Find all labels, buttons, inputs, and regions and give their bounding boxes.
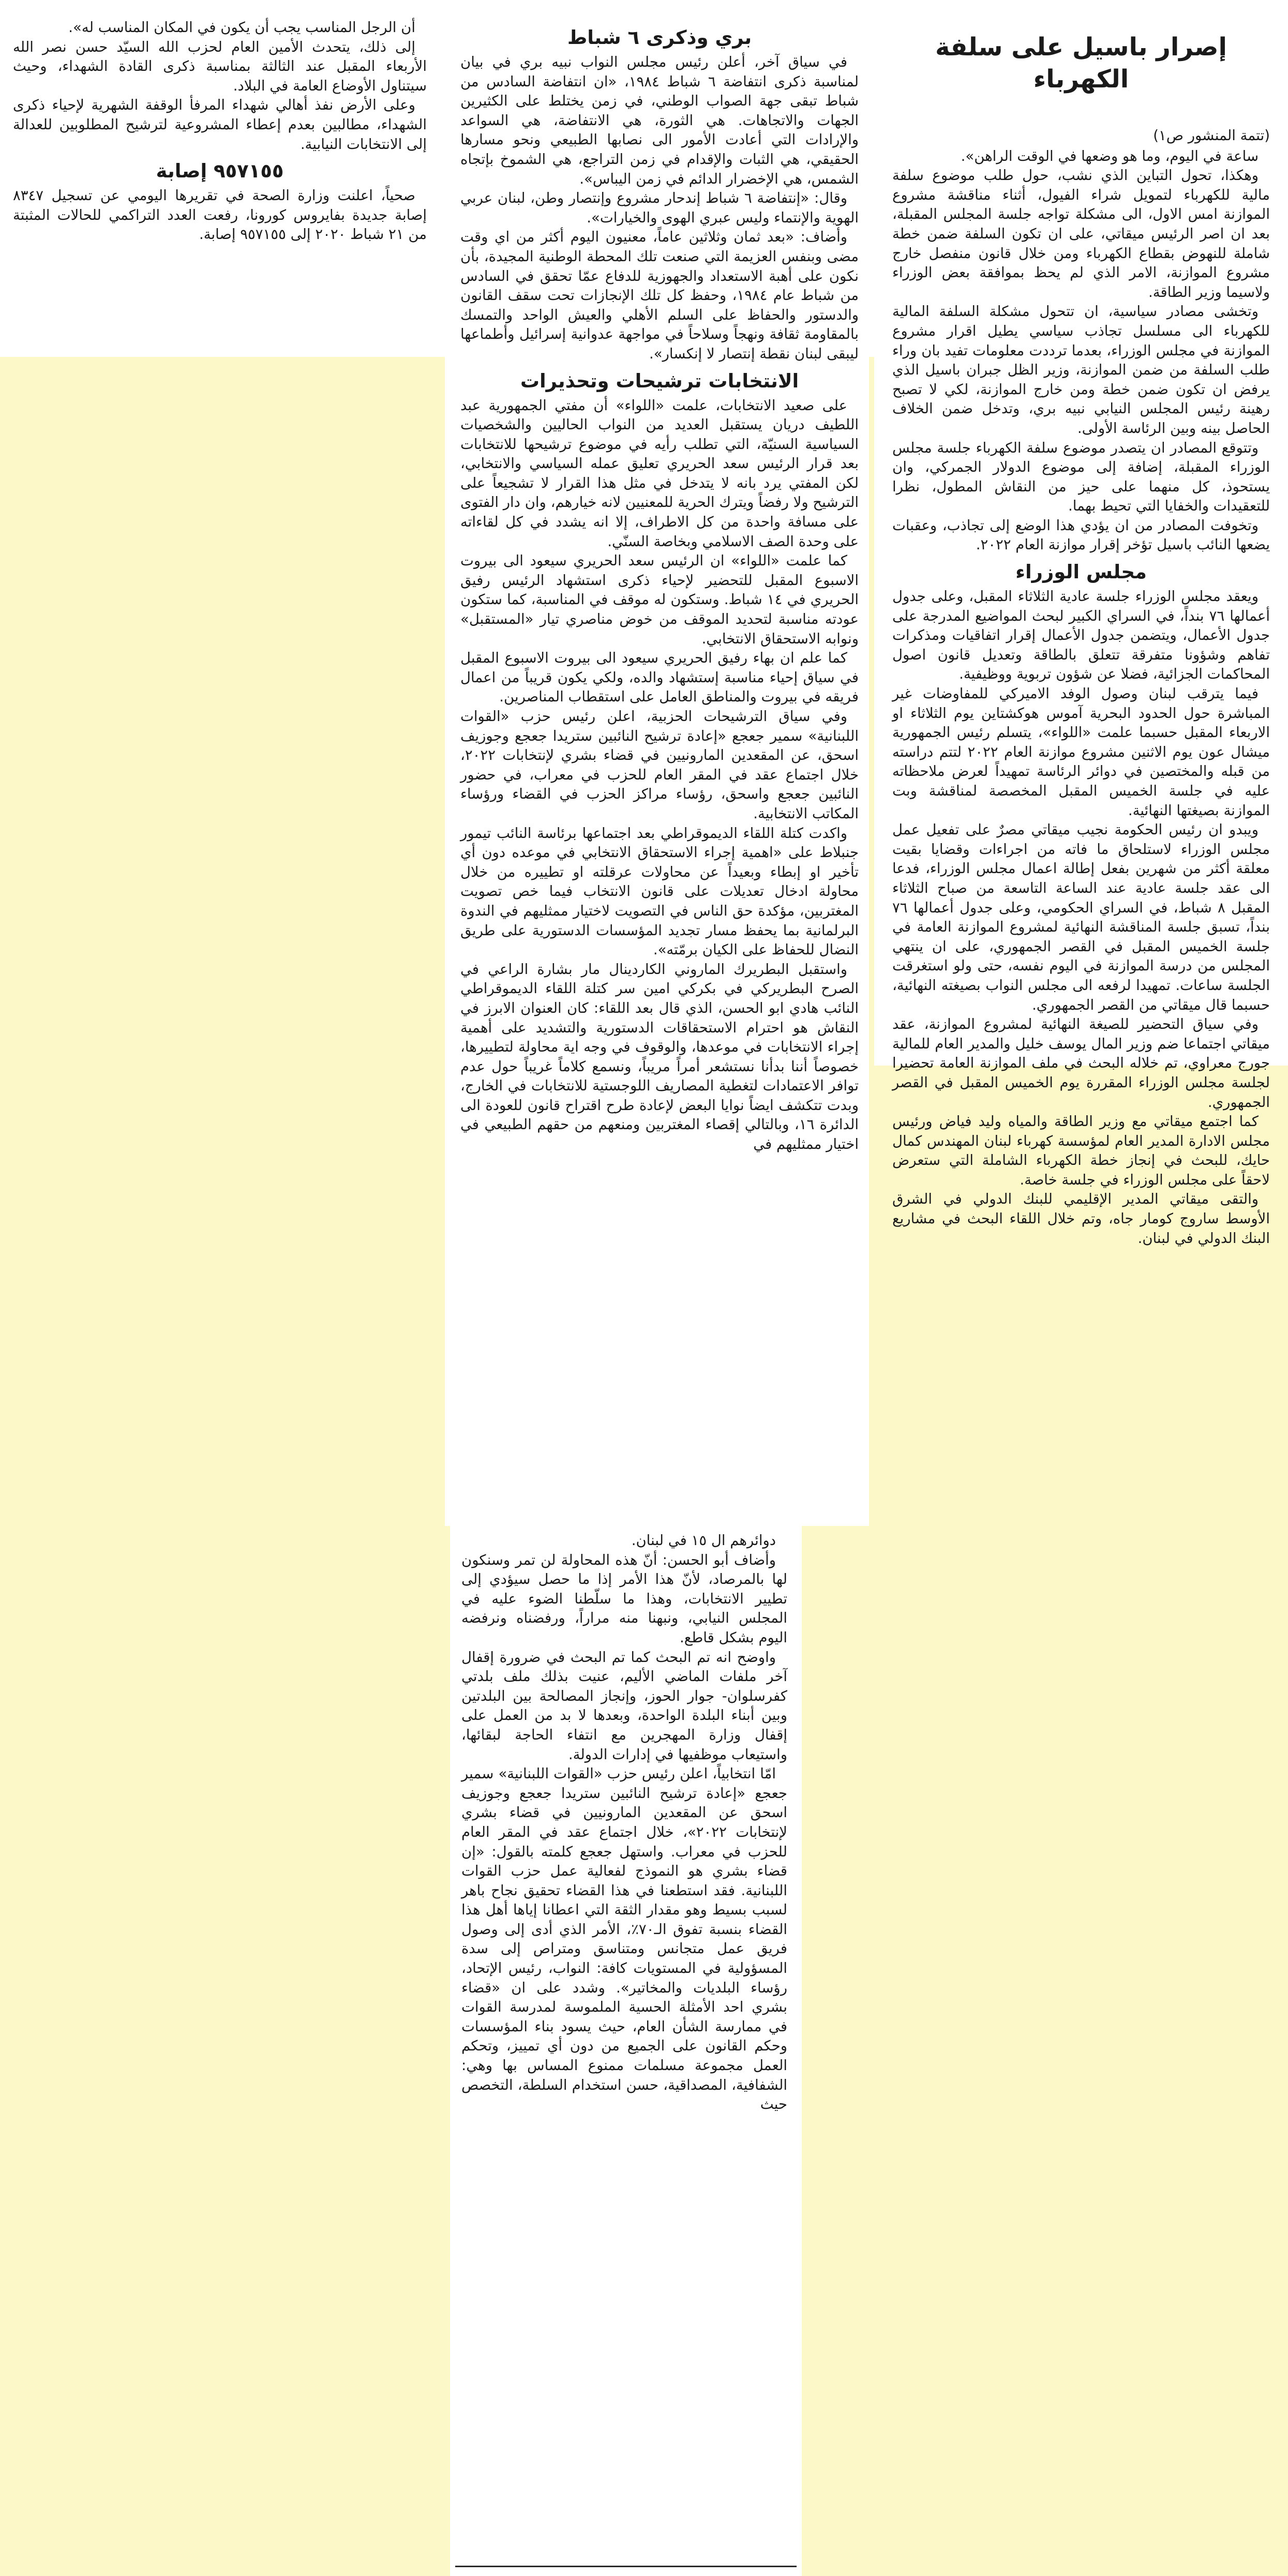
paragraph: صحياً، اعلنت وزارة الصحة في تقريرها اليومي عن تسجيل ٨٣٤٧ إصابة جديدة بفايروس كورونا، رفعت العدد التراكمي للحالات المثبتة من ٢١ شباط ٢٠٢٠ إلى ٩٥٧١٥٥ إصابة. [13, 187, 427, 243]
paragraph: ساعة في اليوم، وما هو وضعها في الوقت الراهن». [961, 147, 1259, 164]
paragraph: واوضح انه تم البحث كما تم البحث في ضرورة إقفال آخر ملفات الماضي الأليم، عنيت بذلك ملف بلدتي كفرسلوان- جوار الحوز، وإنجاز المصالحة بين البلدتين وبين أبناء البلدة الواحدة، وبعدها لا بد من العمل على إقفال وزارة المهجرين مع انتفاء الحاجة لبقائها، واستيعاب موظفيها في إدارات الدولة. [461, 1649, 787, 1763]
paragraph: كما علمت «اللواء» ان الرئيس سعد الحريري سيعود الى بيروت الاسبوع المقبل للتحضير لإحياء ذكرى استشهاد الرئيس رفيق الحريري في ١٤ شباط. وستكون له موقف في المناسبة، كما ستكون عودته مناسبة لتحديد الموقف من خوض مناصري تيار «المستقبل» ونوابه الاستحقاق الانتخابي. [460, 552, 859, 647]
paragraph: دوائرهم ال ١٥ في لبنان. [631, 1532, 776, 1549]
paragraph: وهكذا، تحول التباين الذي نشب، حول طلب موضوع سلفة مالية للكهرباء لتمويل شراء الفيول، أثناء مناقشة مشروع الموازنة امس الاول، الى مشكلة تواجه جلسة المجلس المقبلة، بعد ان اصر الرئيس ميقاتي، على ان تكون السلفة ضمن خطة شاملة للنهوض بقطاع الكهرباء ومن خلال قانون منفصل خارج مشروع الموازنة، الامر الذي لم يحظ بموافقة بعض الوزراء ولاسيما وزير الطاقة. [892, 167, 1270, 301]
paragraph: وتخوفت المصادر من ان يؤدي هذا الوضع إلى تجاذب، وعقبات يضعها النائب باسيل تؤخر إقرار موازنة العام ٢٠٢٢. [892, 517, 1270, 553]
section-heading-covid: ٩٥٧١٥٥ إصابة [156, 160, 284, 183]
paragraph: فيما يترقب لبنان وصول الوفد الاميركي للمفاوضات غير المباشرة حول الحدود البحرية آموس هوكشتاين يوم الثلاثاء او الاربعاء المقبل حسبما علمت «اللواء»، يتسلم رئيس الجمهورية ميشال عون يوم الاثنين مشروع موازنة العام ٢٠٢٢ لتتم دراسته من قبله والمختصين في دوائر الرئاسة تمهيداً لعرض ملاحظاته عليه في جلسة الخميس المقبل المخصصة لمناقشة وبت الموازنة بصيغتها النهائية. [892, 685, 1270, 819]
paragraph: واكدت كتلة اللقاء الديموقراطي بعد اجتماعها برئاسة النائب تيمور جنبلاط على «اهمية إجراء الاستحقاق الانتخابي في موعده دون أي تأخير او إبطاء وبعيداً عن محاولات عرقلته او تطييره من خلال محاولة ادخال تعديلات على قانون الانتخاب فيما خص تصويت المغتربين، مؤكدة حق الناس في التصويت لاختيار ممثليهم في الندوة البرلمانية بما يحفظ مسار تجديد المؤسسات الدستورية على طريق النضال للحفاظ على الكيان برمّته». [460, 825, 859, 958]
section-heading-elections: الانتخابات ترشيحات وتحذيرات [520, 369, 799, 392]
paragraph: أن الرجل المناسب يجب أن يكون في المكان المناسب له». [68, 19, 415, 36]
article-column-left [0, 0, 440, 357]
paragraph: وفي سياق الترشيحات الحزبية، اعلن رئيس حزب «القوات اللبنانية» سمير جعجع «إعادة ترشيح النائبين ستريدا جعجع وجوزيف اسحق، عن المقعدين المارونيين في قضاء بشري لإنتخابات ٢٠٢٢، خلال اجتماع عقد في المقر العام للحزب في معراب، في حضور النائبين جعجع واسحق، رؤساء مراكز الحزب في القضاء ورؤساء المكاتب الانتخابية. [460, 708, 859, 822]
paragraph: وأضاف أبو الحسن: أنّ هذه المحاولة لن تمر وسنكون لها بالمرصاد، لأنّ هذا الأمر إذا ما حصل سيؤدي إلى تطيير الانتخابات، وهذا ما سلّطنا الضوء عليه في المجلس النيابي، ونبهنا منه مراراً، ورفضناه ونرفضه اليوم بشكل قاطع. [461, 1551, 787, 1646]
paragraph: إلى ذلك، يتحدث الأمين العام لحزب الله السيّد حسن نصر الله الأربعاء المقبل عند الثالثة بمناسبة ذكرى القادة الشهداء، وحيث سيتناول الأوضاع العامة في البلاد. [13, 38, 427, 94]
article-column-electricity [874, 0, 1288, 1247]
paragraph: وتتوقع المصادر ان يتصدر موضوع سلفة الكهرباء جلسة مجلس الوزراء المقبلة، إضافة إلى موضوع الدولار الجمركي، وان يستحوذ، كل منهما على حيز من النقاش المطول، نظرا للتعقيدات والخفايا التي تحيط بهما. [892, 439, 1270, 515]
article-column-berri-elections [445, 0, 869, 1526]
paragraph: وتخشى مصادر سياسية، ان تتحول مشكلة السلفة المالية للكهرباء الى مسلسل تجاذب سياسي يطيل اقرار مشروع الموازنة في مجلس الوزراء، بعدما ترددت معلومات تفيد بان وراء طلب السلفة من ضمن الموازنة، وزير الظل جبران باسيل الذي يرفض ان تكون ضمن خطة ومن خارج الموازنة، لكي لا تصبح رهينة رئيس المجلس النيابي نبيه بري، وتدخل ضمن الخلاف الحاصل بينه وبين الرئاسة الأولى. [892, 303, 1270, 437]
article-title: إصرار باسيل على سلفة الكهرباء [935, 33, 1227, 94]
section-heading-berri: بري وذكرى ٦ شباط [567, 26, 752, 49]
article-column-continuation [450, 1526, 802, 2576]
paragraph: والتقى ميقاتي المدير الإقليمي للبنك الدولي في الشرق الأوسط ساروج كومار جاه، وتم خلال اللقاء البحث في مشاريع البنك الدولي في لبنان. [892, 1191, 1270, 1247]
section-heading-cabinet: مجلس الوزراء [1015, 561, 1147, 583]
paragraph: على صعيد الانتخابات، علمت «اللواء» أن مفتي الجمهورية عبد اللطيف دريان يستقبل العديد من النواب الحاليين والشخصيات السياسية السنيّة، التي تطلب رأيه في موضوع ترشيحها للانتخابات بعد قرار الرئيس سعد الحريري تعليق عمله السياسي والانتخابي، لكن المفتي يرد بانه لا يتدخل في مثل هذا القرار لا تشجيعاً على الترشيح ولا رفضاً ويترك الحرية للمعنيين لانه خيارهم، وان دار الفتوى على مسافة واحدة من كل الاطراف، إلا انه يشدد في كل لقاءاته على وحدة الصف الاسلامي وبخاصة السنّي. [460, 397, 859, 550]
paragraph: وقال: «إنتفاضة ٦ شباط إندحار مشروع وإنتصار وطن، لبنان عربي الهوية والإنتماء وليس عبري الهوى والخيارات». [460, 190, 859, 226]
paragraph: وفي سياق التحضير للصيغة النهائية لمشروع الموازنة، عقد ميقاتي اجتماعا ضم وزير المال يوسف خليل والمدير العام للمالية جورج معراوي، تم خلاله البحث في ملف الموازنة العامة تحضيرا لجلسة مجلس الوزراء المقررة يوم الخميس المقبل في القصر الجمهوري. [892, 1016, 1270, 1111]
paragraph: وعلى الأرض نفذ أهالي شهداء المرفأ الوقفة الشهرية لإحياء ذكرى الشهداء، مطالبين بعدم إعطاء المشروعية لترشيح المطلوبين للعدالة إلى الانتخابات النيابية. [13, 97, 427, 153]
paragraph: في سياق آخر، أعلن رئيس مجلس النواب نبيه بري في بيان لمناسبة ذكرى انتفاضة ٦ شباط ١٩٨٤، «ان انتفاضة السادس من شباط تبقى جهة الصواب الوطني، في زمن يختلط على الكثيرين الجهات والاتجاهات. هي الثورة، هي الانتفاضة، هي السواعد والإرادات التي أعادت الأمور الى نصابها الطبيعي ونحو مسارها الحقيقي، هي الثبات والإقدام في زمن التراجع، هي الشموخ بإتجاه الشمس، هي الإخضرار الدائم في زمن اليباس». [460, 54, 859, 187]
paragraph: وأضاف: «بعد ثمان وثلاثين عاماً، معنيون اليوم أكثر من اي وقت مضى وبنفس العزيمة التي صنعت تلك المحطة الوطنية المجيدة، بأن نكون على أهبة الاستعداد والجهوزية للدفاع عمّا تحقق في السادس من شباط عام ١٩٨٤، وحفظ كل تلك الإنجازات تحت سقف القانون والدستور والحفاظ على السلم الأهلي والعيش الواحد والتمسك بالمقاومة ثقافة ونهجاً وسلاحاً في مواجهة عدوانية إسرائيل وأطماعها ليبقى لبنان نقطة إنتصار لا إنكسار». [460, 229, 859, 362]
paragraph: كما اجتمع ميقاتي مع وزير الطاقة والمياه وليد فياض ورئيس مجلس الادارة المدير العام لمؤسسة كهرباء لبنان المهندس كمال حايك، للبحث في إنجاز خطة الكهرباء الشاملة التي ستعرض لاحقاً على مجلس الوزراء في جلسة خاصة. [892, 1113, 1270, 1188]
paragraph: كما علم ان بهاء رفيق الحريري سيعود الى بيروت الاسبوع المقبل في سياق إحياء مناسبة إستشهاد والده، ولكي يكون قريباً من اعمال فريقه في بيروت والمناطق العامل على استقطاب المناصرين. [460, 650, 859, 706]
paragraph: ويعقد مجلس الوزراء جلسة عادية الثلاثاء المقبل، وعلى جدول أعمالها ٧٦ بنداً، في السراي الكبير لبحث المواضيع المدرجة على جدول الأعمال، ويتضمن جدول الأعمال إقرار اتفاقيات ومذكرات تفاهم وشؤونا متفرقة تتعلق بالطاقة وتعديل قانون اصول المحاكمات الجزائية، فضلا عن شؤون تربوية ووظيفية. [892, 588, 1270, 683]
paragraph: امّا انتخابياً، اعلن رئيس حزب «القوات اللبنانية» سمير جعجع «إعادة ترشيح النائبين ستريدا جعجع وجوزيف اسحق عن المقعدين المارونيين في قضاء بشري لإنتخابات ٢٠٢٢»، خلال اجتماع عقد في المقر العام للحزب في معراب. واستهل جعجع كلمته بالقول: «إن قضاء بشري هو النموذج لفعالية عمل حزب القوات اللبنانية. فقد استطعنا في هذا القضاء تحقيق نجاح باهر لسبب بسيط وهو مقدار الثقة التي اعطانا إياها أهل هذا القضاء بنسبة تفوق الـ٧٠٪، الأمر الذي أدى إلى وصول فريق عمل متجانس ومتناسق ومتراص إلى سدة المسؤولية في المستويات كافة: النواب، رئيس الإتحاد، رؤساء البلديات والمخاتير». وشدد على ان «قضاء بشري احد الأمثلة الحسية الملموسة لمدرسة القوات في ممارسة الشأن العام، حيث يسود بناء المؤسسات وحكم القانون على الجميع من دون أي تمييز، وتحكم العمل مجموعة مسلمات ممنوع المساس بها وهي: الشفافية، المصداقية، حسن استخدام السلطة، التخصص حيث [461, 1765, 787, 2113]
paragraph: واستقبل البطريرك الماروني الكاردينال مار بشارة الراعي في الصرح البطريركي في بكركي امين سر كتلة اللقاء الديموقراطي النائب هادي ابو الحسن، الذي قال بعد اللقاء: كان العنوان الابرز في النقاش هو احترام الاستحقاقات الدستورية والتشديد على أهمية إجراء الانتخابات في موعدها، والوقوف في وجه اية محاولة لتطييرها، خصوصاً أننا بدأنا نستشعر أمراً مريباً، ونسمع كلاماً غريباً حول عدم توافر الاعتمادات لتغطية المصاريف اللوجستية للانتخابات في الخارج، وبدت تتكشف ايضاً نوايا البعض لإعادة طرح اقتراح قانون للعودة الى الدائرة ١٦، وبالتالي إقصاء المغتربين ومنعهم من حقهم الطبيعي في اختيار ممثليهم في [460, 961, 859, 1153]
paragraph: ويبدو ان رئيس الحكومة نجيب ميقاتي مصرٌ على تفعيل عمل مجلس الوزراء لاستلحاق ما فاته من اجراءات وقضايا بقيت معلقة أكثر من شهرين بفعل إطالة اعمال مجلس الوزراء، فدعا الى عقد جلسة عادية عند الساعة التاسعة من صباح الثلاثاء المقبل ٨ شباط، في السراي الحكومي، وعلى جدول أعمالها ٧٦ بنداً، تسبق جلسة المناقشة النهائية لمشروع الموازنة العامة في جلسة الخميس المقبل في القصر الجمهوري، على ان ينتهي المجلس من درسة الموازنة في اليوم نفسه، حتى ولو استغرقت الجلسة ساعات. تمهيدا لرفعه الى مجلس النواب بصيغته النهائية، حسبما قال ميقاتي من القصر الجمهوري. [892, 821, 1270, 1013]
bottom-divider [455, 2566, 797, 2567]
continuation-note: (تتمة المنشور ص١) [1153, 127, 1270, 144]
